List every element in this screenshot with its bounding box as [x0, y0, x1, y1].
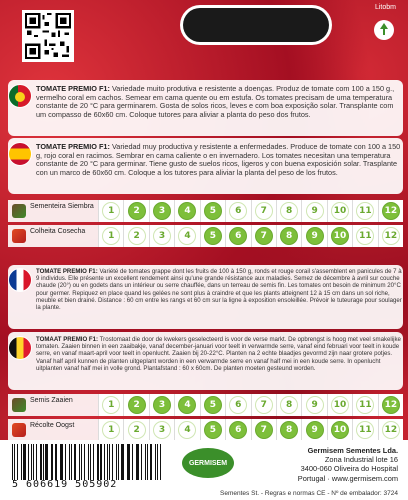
barcode-bar	[81, 444, 82, 480]
month-cell: 8	[276, 200, 301, 222]
france-flag-icon	[8, 268, 32, 292]
sowing-icon	[12, 398, 26, 412]
barcode-bar	[127, 444, 128, 480]
barcode-bar	[141, 444, 142, 480]
month-cell: 4	[174, 225, 199, 247]
month-cell: 11	[352, 394, 377, 416]
month-cell: 10	[327, 419, 352, 441]
barcode-bar	[52, 444, 53, 480]
barcode-bar	[93, 444, 94, 480]
month-cell: 4	[174, 394, 199, 416]
barcode-bar	[33, 444, 34, 480]
barcode-bar	[97, 444, 99, 480]
month-cell: 9	[301, 419, 326, 441]
portugal-flag-icon	[8, 84, 32, 108]
dutch-title: TOMAAT PREMIO F1:	[36, 336, 99, 343]
spanish-title: TOMATE PREMIO F1:	[36, 143, 110, 151]
sowing-label: Sementeira Siembra	[8, 200, 98, 222]
month-cell: 2	[123, 419, 148, 441]
month-cell: 12	[378, 394, 403, 416]
barcode-digits: 5 606619 505902	[12, 479, 118, 490]
month-cell: 1	[98, 419, 123, 441]
month-cell: 11	[352, 225, 377, 247]
sowing-months	[98, 200, 403, 222]
barcode-bar	[160, 444, 161, 480]
barcode-bar	[107, 444, 108, 480]
portuguese-title: TOMATE PREMIO F1:	[36, 85, 110, 93]
barcode-bar	[118, 444, 119, 480]
month-cell: 1	[98, 225, 123, 247]
month-cell: 6	[225, 394, 250, 416]
sowing-icon	[12, 204, 26, 218]
spanish-description	[36, 143, 402, 192]
germisem-logo: GERMISEM	[182, 448, 234, 478]
month-cell: 11	[352, 419, 377, 441]
barcode-bar	[136, 444, 137, 480]
harvest-icon	[12, 423, 26, 437]
barcode-bar	[69, 444, 70, 480]
barcode-bar	[65, 444, 66, 480]
barcode-bar	[51, 444, 52, 480]
barcode-bar	[43, 444, 44, 480]
month-cell: 10	[327, 394, 352, 416]
dutch-description	[36, 336, 402, 388]
month-cell: 7	[251, 419, 276, 441]
barcode-bar	[109, 444, 110, 480]
barcode-bar	[21, 444, 22, 480]
belgium-flag-icon	[8, 336, 32, 360]
harvest-months	[98, 419, 403, 441]
address-line-1: Zona Industrial lote 16	[324, 455, 398, 465]
harvest-row	[8, 419, 403, 441]
barcode-bar	[28, 444, 29, 480]
month-cell: 2	[123, 394, 148, 416]
barcode-bars	[12, 444, 164, 480]
month-cell: 9	[301, 394, 326, 416]
barcode-bar	[112, 444, 113, 480]
harvest-row	[8, 225, 403, 247]
sowing-label: Semis Zaaien	[8, 394, 98, 416]
packer-info: Sementes St. - Regras e normas CE - Nº de embalador: 3724	[220, 490, 398, 497]
month-cell: 1	[98, 200, 123, 222]
month-cell: 9	[301, 225, 326, 247]
barcode-bar	[74, 444, 76, 480]
qr-code[interactable]	[22, 10, 74, 62]
month-cell: 2	[123, 225, 148, 247]
harvest-icon	[12, 229, 26, 243]
barcode-bar	[137, 444, 138, 480]
barcode-bar	[55, 444, 56, 480]
barcode-bar	[147, 444, 148, 480]
month-cell: 10	[327, 200, 352, 222]
month-cell: 12	[378, 419, 403, 441]
address-line-2: 3400-060 Oliveira do Hospital	[300, 464, 398, 474]
barcode-bar	[36, 444, 37, 480]
portuguese-text: Variedade muito produtiva e resistente a doenças. Produz de tomate com 100 a 150 g., vermelho coral em cachos. Semear em cama quente ou em estufa. Os tomates precisam de uma temperatura constante de 20 °C para germinarem. Gosta de solos ricos, leves e com boa exposição solar. Transplante com um compasso de 60x60 cm. Coloque tutores para aliviar a planta do peso dos frutos.	[36, 85, 395, 119]
month-cell: 6	[225, 200, 250, 222]
month-cell: 6	[225, 419, 250, 441]
french-description	[36, 268, 402, 328]
harvest-months	[98, 225, 403, 247]
barcode-bar	[121, 444, 123, 480]
month-cell: 3	[149, 419, 174, 441]
spain-flag-icon	[8, 142, 32, 166]
address-line-3: Portugal · www.germisem.com	[297, 473, 398, 483]
month-cell: 7	[251, 225, 276, 247]
barcode-bar	[132, 444, 133, 480]
sowing-row	[8, 200, 403, 222]
month-cell: 4	[174, 200, 199, 222]
company-address	[298, 446, 398, 483]
month-cell: 8	[276, 225, 301, 247]
dutch-text: Trostomaat die door de kwekers geselecteerd is voor de verse markt. De opbrengst is hoog met veel smakelijke tomaten. Zaaien binnen in een zaaibakje, vanaf december-januari voor teelt in verwarmde serre, vanaf eind februari voor teelt in koude serre, en vanaf maart-april voor teelt in openlucht. Zaaien bij 20-22°C. Planten na 2 echte blaadjes gevormd zijn naar grotere potjes. Vanaf half april kunnen de planten uitgeplant worden in een verwarmde serre en vanaf half mei in een koude serre. In openlucht uitplanten vanaf half mei in volle grond. Plantafstand : 60 x 60cm. De planten moeten gesteund worden.	[36, 336, 401, 372]
month-cell: 7	[251, 200, 276, 222]
barcode-bar	[100, 444, 101, 480]
barcode-bar	[157, 444, 158, 480]
sowing-months	[98, 394, 403, 416]
barcode-bar	[116, 444, 117, 480]
barcode-bar	[71, 444, 72, 480]
calendar-top	[8, 200, 403, 250]
french-text: Variété de tomates grappe dont les fruits de 100 à 150 g, ronds et rouge corail s'assemblent en panicules de 7 à 9 individus. Elle présente un excellent rendement ainsi qu'une grande résistance aux maladies. Semez de décembre à avril sur couche chaude (20°) ou en godets dans un intérieur ou serre chauffée, dans un terreau de semis fin. Les tomates ont besoin de minimum 20°C pour germer. Repiquez en place quand les gelées ne sont plus à craindre et que les plants atteignent 12 à 15 cm dans un sol riche, meuble et bien drainé. Distance : 60 cm entre les rangs et 60 cm sur la ligne à exposition ensoleillée. Prévoir le tuteurage pour soulager la plante.	[36, 268, 402, 312]
brand-code: Litobm	[374, 4, 396, 11]
month-cell: 3	[149, 394, 174, 416]
barcode-bar	[45, 444, 47, 480]
month-cell: 2	[123, 200, 148, 222]
month-cell: 8	[276, 419, 301, 441]
month-cell: 11	[352, 200, 377, 222]
barcode-bar	[14, 444, 15, 480]
month-cell: 8	[276, 394, 301, 416]
barcode-bar	[12, 444, 13, 480]
month-cell: 4	[174, 419, 199, 441]
barcode-bar	[104, 444, 105, 480]
barcode-bar	[145, 444, 146, 480]
calendar-bottom	[8, 394, 403, 444]
month-cell: 12	[378, 200, 403, 222]
hang-hole	[183, 8, 329, 42]
barcode-bar	[84, 444, 85, 480]
barcode-bar	[88, 444, 89, 480]
harvest-label: Récolte Oogst	[8, 419, 98, 441]
barcode-bar	[155, 444, 156, 480]
month-cell: 5	[200, 200, 225, 222]
barcode-bar	[150, 444, 152, 480]
portuguese-description	[36, 85, 402, 134]
recycle-icon	[374, 20, 394, 40]
month-cell: 12	[378, 225, 403, 247]
barcode-bar	[40, 444, 41, 480]
barcode-bar	[128, 444, 129, 480]
barcode-bar	[61, 444, 62, 480]
month-cell: 1	[98, 394, 123, 416]
month-cell: 5	[200, 419, 225, 441]
barcode-bar	[31, 444, 32, 480]
month-cell: 3	[149, 225, 174, 247]
spanish-text: Variedad muy productiva y resistente a enfermedades. Produce de tomate con 100 a 150 g, rojo coral en racimos. Sembrar en cama caliente o en invernadero. Los tomates necesitan una temperatura constante de 20 °C para germinar. Tiene gusto de suelos ricos, ligeros y con buena exposición solar. Trasplante con un marco de 60x60 cm. Coloque a los tutores para aliviar la planta del peso de los frutos.	[36, 143, 401, 177]
month-cell: 10	[327, 225, 352, 247]
french-title: TOMATE PREMIO F1:	[36, 268, 98, 275]
month-cell: 7	[251, 394, 276, 416]
barcode-bar	[23, 444, 25, 480]
barcode-bar	[79, 444, 80, 480]
month-cell: 3	[149, 200, 174, 222]
month-cell: 6	[225, 225, 250, 247]
barcode-bar	[90, 444, 91, 480]
barcode-bar	[60, 444, 61, 480]
barcode-bar	[17, 444, 18, 480]
harvest-label: Colheita Cosecha	[8, 225, 98, 247]
month-cell: 9	[301, 200, 326, 222]
month-cell: 5	[200, 225, 225, 247]
barcode	[12, 444, 164, 488]
sowing-row	[8, 394, 403, 416]
month-cell: 5	[200, 394, 225, 416]
company-name: Germisem Sementes Lda.	[307, 446, 398, 455]
